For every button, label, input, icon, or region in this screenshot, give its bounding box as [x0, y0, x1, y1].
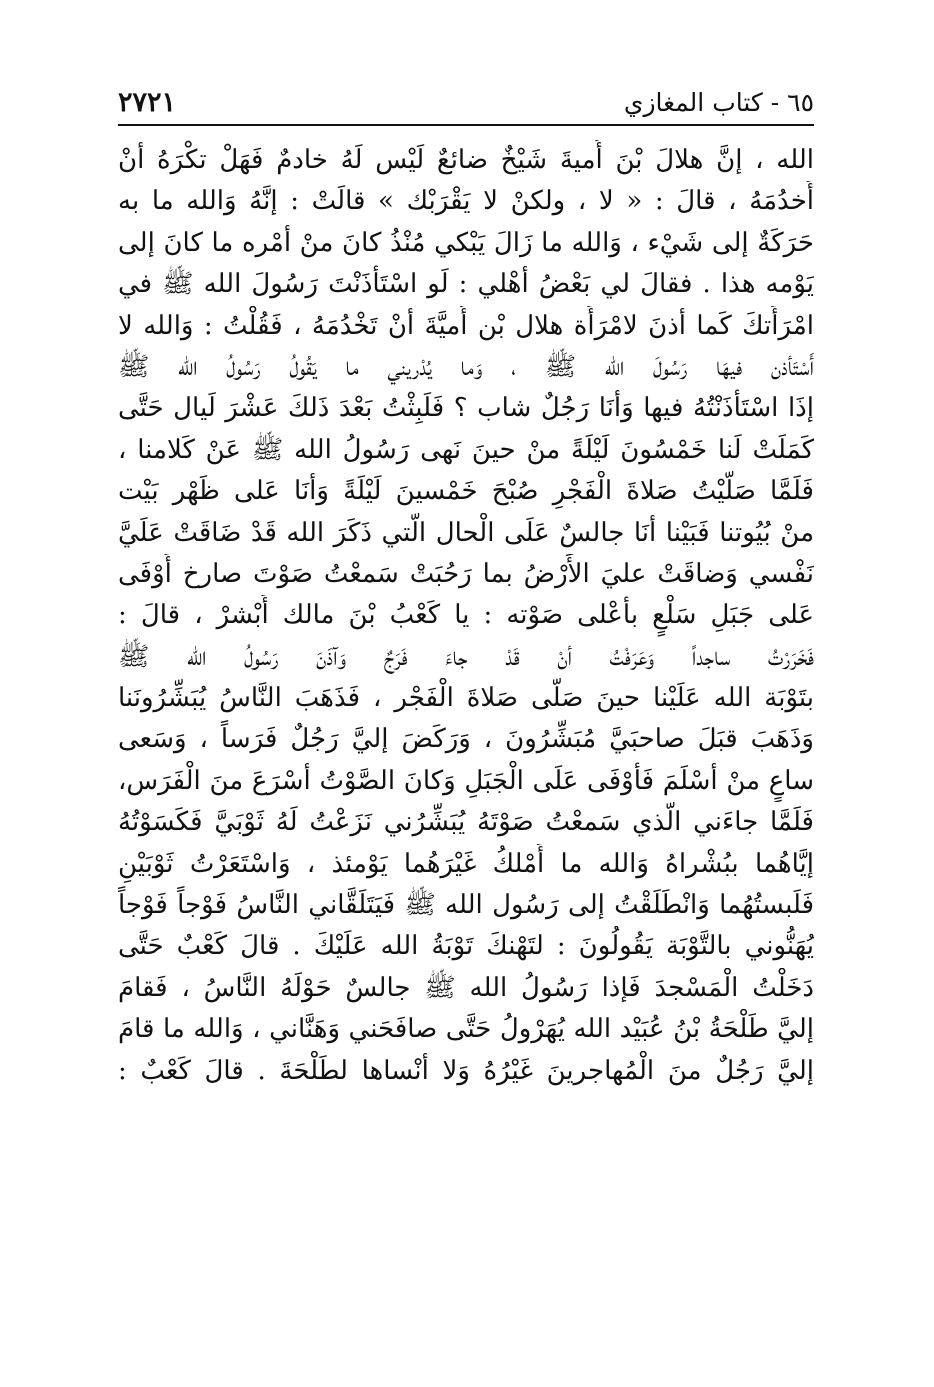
- text-line: أَسْتَأذن فيهَا رَسُولَ الله ﷺ ، وَما يُدْريني ما يَقُولُ رَسُولُ الله ﷺ: [118, 351, 814, 382]
- running-title: ٦٥ - كتاب المغازي: [623, 88, 814, 117]
- text-line: عَلى جَبَلِ سَلْعٍ بأَعْلى صَوْته : يا كَعْبُ بْنَ مالك أَبْشرْ ، قالَ :: [118, 600, 814, 631]
- text-line: إذَا اسْتَأْذَنْتُهُ فيها وَأنَا رَجُلٌ شاب ؟ فَلَبِثْتُ بَعْدَ ذَلكَ عَشْرَ لَيال حَتَّى: [118, 393, 814, 424]
- text-line: منْ بُيُوتنا فَبَيْنا أنَا جالسٌ عَلَى الْحال الَّتي ذَكَرَ الله قَدْ ضَاقَتْ عَلَيَّ: [118, 517, 814, 548]
- body-text: [118, 140, 814, 1092]
- text-line: حَرَكَةٌ إلى شَيْء ، وَالله ما زَالَ يَبْكي مُنْذُ كانَ منْ أمْره ما كانَ إلى: [118, 227, 814, 258]
- text-line: بتَوْبَة الله عَلَيْنا حينَ صَلَّى صَلاةَ الْفَجْر ، فَذَهَبَ النَّاسُ يُبَشِّرُونَنا: [118, 683, 814, 714]
- text-line: إليَّ رَجُلٌ منَ الْمُهاجرينَ غَيْرُهُ وَلا أنْساها لطَلْحَةَ . قالَ كَعْبٌ :: [118, 1055, 814, 1086]
- text-line: امْرَأَتكَ كَما أذنَ لامْرَأَة هلال بْن أُميَّةَ أنْ تَخْدُمَهُ ، فَقُلْتُ : وَالله لا: [118, 310, 814, 341]
- text-line: يَوْمه هذا . فقالَ لي بَعْضُ أهْلي : لَو اسْتَأْذَنْتَ رَسُولَ الله ﷺ في: [118, 269, 814, 300]
- text-line: وَذَهَبَ قبَلَ صاحبَيَّ مُبَشِّرُونَ ، وَرَكَضَ إليَّ رَجُلٌ فَرَساً ، وَسَعى: [118, 724, 814, 755]
- text-line: إليَّ طَلْحَةُ بْنُ عُبَيْد الله يُهَرْولُ حَتَّى صافَحَني وَهَنَّاني ، وَالله ما قامَ: [118, 1014, 814, 1045]
- text-line: الله ، إنَّ هلالَ بْنَ أُميةَ شَيْخٌ ضائعٌ لَيْس لَهُ خادمٌ فَهَلْ تكْرَهُ أنْ: [118, 145, 814, 175]
- text-line: فَخَرَرْتُ ساجداً وَعَرَفْتُ أنْ قَدْ جاءَ فَرَجٌ وَآذَنَ رَسُولُ الله ﷺ: [118, 641, 814, 672]
- text-line: فَلَمَّا صَلَّيْتُ صَلاةَ الْفَجْرِ صُبْحَ خَمْسينَ لَيْلَةً وَأنَا عَلى ظَهْر بَيْت: [118, 476, 814, 507]
- page-number: ٢٧٢١: [118, 87, 177, 118]
- text-line: ساعٍ منْ أسْلَمَ فَأَوْفَى عَلَى الْجَبَلِ وَكانَ الصَّوْتُ أسْرَعَ منَ الْفَرَس،: [118, 765, 814, 796]
- text-line: أَخدُمَهُ ، قالَ : « لا ، ولكنْ لا يَقْرَبْك » قالَتْ : إنَّهُ وَالله ما به: [118, 186, 814, 217]
- text-line: إيَّاهُما ببُشْراهُ وَالله ما أَمْلكُ غَيْرَهُما يَوْمئذ ، وَاسْتَعَرْتُ ثَوْبَيْنِ: [118, 848, 814, 879]
- header-divider: [118, 124, 814, 126]
- text-line: كَمَلَتْ لَنا خَمْسُونَ لَيْلَةً منْ حينَ نَهى رَسُولُ الله ﷺ عَنْ كَلامنا ،: [118, 434, 814, 465]
- text-line: فَلَبستُهُما وَانْطَلَقْتُ إلى رَسُول الله ﷺ فَيَتَلَقَّاني النَّاسُ فَوْجاً فَوْجاً: [118, 890, 814, 921]
- text-line: نَفْسي وَضاقَتْ عليَ الأَرْضُ بما رَحُبَتْ سَمعْتُ صَوْتَ صارخ أَوْفَى: [118, 558, 814, 589]
- text-line: فَلَمَّا جاءَني الَّذي سَمعْتُ صَوْتَهُ يُبَشِّرُني نَزَعْتُ لَهُ ثَوْبَيَّ فَكَسَوْتُهُ: [118, 807, 814, 838]
- text-line: دَخَلْتُ الْمَسْجدَ فَإذا رَسُولُ الله ﷺ جالسٌ حَوْلَهُ النَّاسُ ، فَقامَ: [118, 972, 814, 1003]
- text-line: يُهَنُّوني بالتَّوْبَة يَقُولُونَ : لتَهْنكَ تَوْبَةُ الله عَلَيْكَ . قالَ كَعْبٌ حَتَّى: [118, 931, 814, 962]
- page-header: [118, 86, 814, 120]
